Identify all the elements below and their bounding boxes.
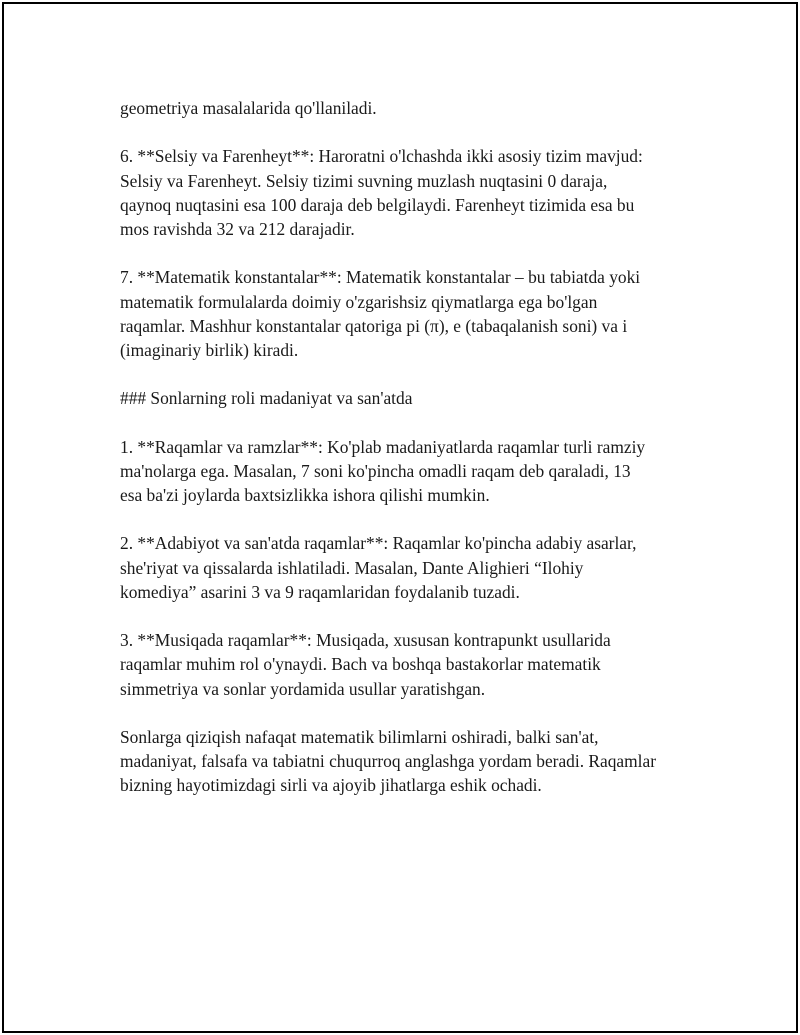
text-line: raqamlar. Mashhur konstantalar qatoriga pi (π), e (tabaqalanish soni) va i <box>120 315 628 336</box>
paragraph-numbers-symbols <box>120 435 700 508</box>
text-line: simmetriya va sonlar yordamida usullar yaratishgan. <box>120 678 486 699</box>
text-line: 7. **Matematik konstantalar**: Matematik konstantalar – bu tabiatda yoki <box>120 267 641 288</box>
text-line: she'riyat va qissalarda ishlatiladi. Masalan, Dante Alighieri “Ilohiy <box>120 557 584 578</box>
paragraph-celsius-fahrenheit <box>120 144 700 241</box>
text-line: Sonlarga qiziqish nafaqat matematik bilimlarni oshiradi, balki san'at, <box>120 726 599 747</box>
text-line: Selsiy va Farenheyt. Selsiy tizimi suvning muzlash nuqtasini 0 daraja, <box>120 170 608 191</box>
document-page <box>2 2 798 1033</box>
text-line: komediya” asarini 3 va 9 raqamlaridan foydalanib tuzadi. <box>120 581 520 602</box>
text-line: raqamlar muhim rol o'ynaydi. Bach va boshqa bastakorlar matematik <box>120 654 601 675</box>
text-line: bizning hayotimizdagi sirli va ajoyib jihatlarga eshik ochadi. <box>120 775 542 796</box>
document-body <box>120 96 700 822</box>
text-line: 1. **Raqamlar va ramzlar**: Ko'plab madaniyatlarda raqamlar turli ramziy <box>120 436 646 457</box>
text-line: madaniyat, falsafa va tabiatni chuqurroq anglashga yordam beradi. Raqamlar <box>120 751 657 772</box>
text-line: 3. **Musiqada raqamlar**: Musiqada, xususan kontrapunkt usullarida <box>120 630 611 651</box>
text-line: (imaginariy birlik) kiradi. <box>120 339 299 360</box>
text-line: 6. **Selsiy va Farenheyt**: Haroratni o'lchashda ikki asosiy tizim mavjud: <box>120 146 643 167</box>
text-line: mos ravishda 32 va 212 darajadir. <box>120 218 355 239</box>
paragraph-music <box>120 628 700 701</box>
text-line: ma'nolarga ega. Masalan, 7 soni ko'pincha omadli raqam deb qaraladi, 13 <box>120 460 631 481</box>
text-line: 2. **Adabiyot va san'atda raqamlar**: Raqamlar ko'pincha adabiy asarlar, <box>120 533 637 554</box>
paragraph-math-constants <box>120 265 700 362</box>
text-line: esa ba'zi joylarda baxtsizlikka ishora qilishi mumkin. <box>120 485 490 505</box>
text-line: geometriya masalalarida qo'llaniladi. <box>120 98 377 118</box>
text-line: qaynoq nuqtasini esa 100 daraja deb belgilaydi. Farenheyt tizimida esa bu <box>120 194 635 215</box>
paragraph-literature-art <box>120 531 700 604</box>
text-line: ### Sonlarning roli madaniyat va san'atda <box>120 388 413 409</box>
text-line: matematik formulalarda doimiy o'zgarishsiz qiymatlarga ega bo'lgan <box>120 291 598 312</box>
section-heading <box>120 386 700 410</box>
paragraph-geometry-ending <box>120 96 700 120</box>
paragraph-conclusion <box>120 725 700 798</box>
